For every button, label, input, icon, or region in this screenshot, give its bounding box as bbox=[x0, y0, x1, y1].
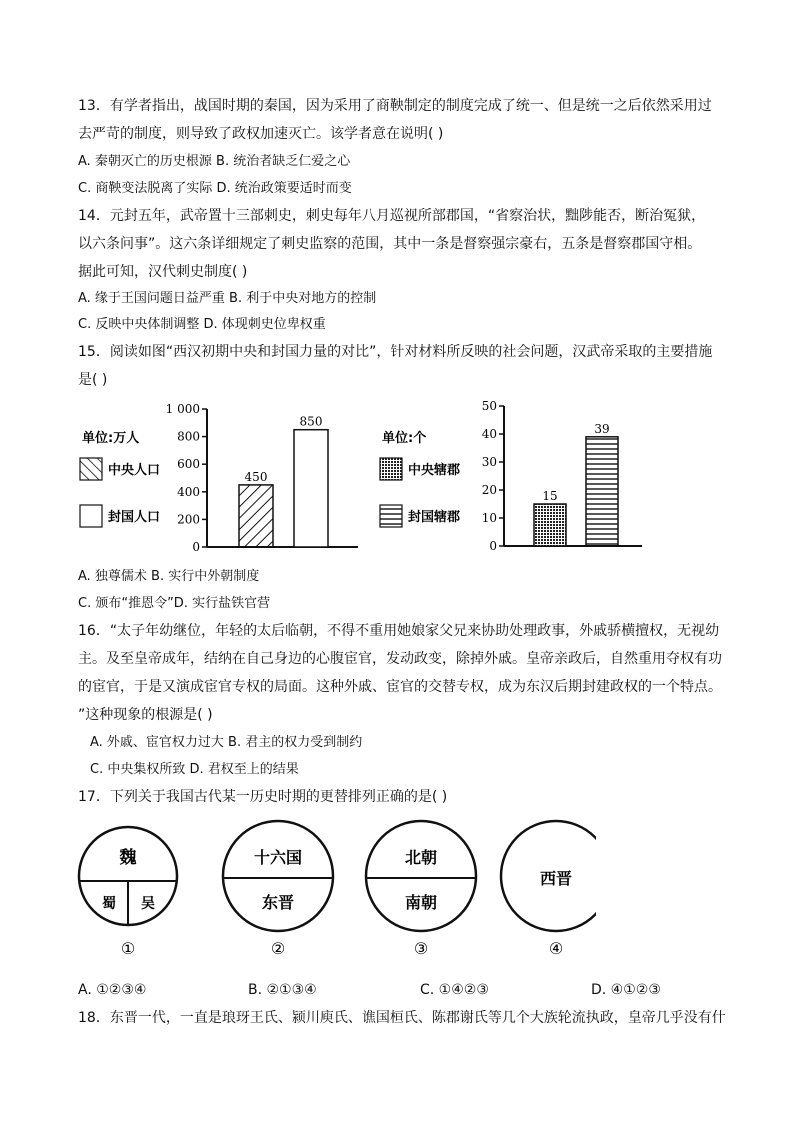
pop-y-tick-label: 200 bbox=[177, 512, 200, 527]
cmd-data-label: 39 bbox=[594, 421, 610, 436]
circle-2-num: ② bbox=[270, 939, 286, 958]
q16-stem-line2: 主。及至皇帝成年，结纳在自己身边的心腹宦官，发动政变，除掉外戚。皇帝亲政后，自然重用夺权有功 bbox=[78, 651, 722, 667]
pop-legend-central: 中央人口 bbox=[108, 463, 161, 478]
q17-option-a: A. ①②③④ bbox=[78, 982, 147, 998]
circle-1-left: 蜀 bbox=[102, 896, 116, 912]
pop-bars bbox=[239, 415, 328, 547]
cmd-y-tick-label: 20 bbox=[481, 483, 497, 497]
commandery-chart bbox=[376, 398, 666, 558]
q16-stem-line3: 的宦官，于是又演成宦官专权的局面。这种外戚、宦官的交替专权，成为东汉后期封建政权的一个特点。 bbox=[78, 679, 722, 695]
q18-stem-line1: 18．东晋一代，一直是琅玡王氏、颍川庾氏、谯国桓氏、陈郡谢氏等几个大族轮流执政，皇帝几乎没有什 bbox=[78, 1010, 726, 1026]
circle-4 bbox=[501, 821, 596, 958]
cmd-bar bbox=[586, 437, 618, 546]
circle-1-top: 魏 bbox=[119, 848, 137, 868]
pop-bar bbox=[239, 485, 273, 547]
pop-unit-label: 单位:万人 bbox=[82, 431, 140, 446]
circle-3-top: 北朝 bbox=[404, 848, 438, 867]
pop-legend-swatch-fief bbox=[80, 505, 102, 527]
pop-bar bbox=[294, 430, 328, 547]
q17-option-b: B. ②①③④ bbox=[248, 982, 317, 998]
q14-stem-line3: 据此可知，汉代刺史制度( ) bbox=[78, 264, 248, 280]
pop-data-label: 450 bbox=[244, 469, 268, 484]
pop-y-tick-label: 400 bbox=[177, 484, 200, 499]
dynasty-circles bbox=[76, 818, 596, 968]
circle-1-num: ① bbox=[120, 939, 136, 958]
q17-option-d: D. ④①②③ bbox=[591, 982, 661, 998]
cmd-legend-central: 中央辖郡 bbox=[408, 463, 461, 478]
cmd-legend-swatch-fief bbox=[380, 505, 402, 527]
q16-stem-line4: ”这种现象的根源是( ) bbox=[78, 707, 213, 723]
q14-stem-line2: 以六条问事”。这六条详细规定了刺史监察的范围，其中一条是督察强宗豪右，五条是督察郡国守相。 bbox=[78, 236, 702, 252]
cmd-data-label: 15 bbox=[542, 489, 558, 503]
cmd-y-tick-label: 30 bbox=[481, 455, 497, 469]
pop-legend-fief: 封国人口 bbox=[108, 510, 161, 525]
pop-y-tick-label: 800 bbox=[177, 429, 200, 444]
circle-1-right: 吴 bbox=[141, 896, 155, 912]
cmd-legend-swatch-central bbox=[380, 458, 402, 480]
q15-options-cd: C. 颁布“推恩令”D. 实行盐铁官营 bbox=[78, 596, 271, 611]
cmd-y-tick-label: 50 bbox=[481, 399, 497, 413]
circle-2 bbox=[223, 821, 333, 958]
circle-3 bbox=[366, 821, 476, 958]
cmd-unit-label: 单位:个 bbox=[382, 431, 427, 446]
circle-1 bbox=[79, 827, 177, 958]
circle-3-bottom: 南朝 bbox=[404, 893, 438, 912]
circle-3-num: ③ bbox=[413, 939, 429, 958]
circle-4-num: ④ bbox=[548, 939, 564, 958]
q14-stem-line1: 14．元封五年，武帝置十三部刺史，刺史每年八月巡视所部郡国，“省察治状，黜陟能否，断治冤狱， bbox=[78, 208, 706, 224]
q14-options-cd: C. 反映中央体制调整 D. 体现刺史位卑权重 bbox=[78, 317, 326, 332]
pop-y-tick-label: 0 bbox=[192, 540, 200, 554]
q16-options-cd: C. 中央集权所致 D. 君权至上的结果 bbox=[90, 762, 299, 777]
q17-stem: 17．下列关于我国古代某一历史时期的更替排列正确的是( ) bbox=[78, 789, 448, 805]
cmd-legend-fief: 封国辖郡 bbox=[408, 510, 461, 525]
q16-options-ab: A. 外戚、宦官权力过大 B. 君主的权力受到制约 bbox=[90, 735, 363, 750]
pop-y-tick-label: 1 000 bbox=[165, 402, 200, 416]
cmd-y-tick-label: 0 bbox=[489, 539, 497, 553]
pop-data-label: 850 bbox=[299, 414, 323, 429]
q13-stem-line1: 13．有学者指出，战国时期的秦国，因为采用了商鞅制定的制度完成了统一、但是统一之后依然采用过 bbox=[78, 98, 712, 114]
cmd-y-tick-label: 40 bbox=[481, 427, 497, 441]
pop-legend-swatch-central bbox=[80, 458, 102, 480]
q15-stem-line2: 是( ) bbox=[78, 372, 108, 388]
q13-options-cd: C. 商鞅变法脱离了实际 D. 统治政策要适时而变 bbox=[78, 181, 352, 196]
q16-stem-line1: 16．“太子年幼继位，年轻的太后临朝，不得不重用她娘家父兄来协助处理政事，外戚骄横擅权，无视幼 bbox=[78, 623, 720, 639]
population-chart bbox=[76, 398, 366, 558]
cmd-bars bbox=[534, 422, 618, 546]
q14-options-ab: A. 缘于王国问题日益严重 B. 利于中央对地方的控制 bbox=[78, 291, 377, 306]
circle-2-top: 十六国 bbox=[253, 848, 303, 867]
pop-y-tick-label: 600 bbox=[177, 457, 200, 472]
q17-option-c: C. ①④②③ bbox=[420, 982, 489, 998]
cmd-y-tick-label: 10 bbox=[481, 511, 497, 525]
q13-stem-line2: 去严苛的制度，则导致了政权加速灭亡。该学者意在说明( ) bbox=[78, 126, 444, 142]
circle-4-center: 西晋 bbox=[539, 869, 573, 888]
circle-2-bottom: 东晋 bbox=[261, 893, 295, 912]
q13-options-ab: A. 秦朝灭亡的历史根源 B. 统治者缺乏仁爱之心 bbox=[78, 154, 351, 169]
q15-stem-line1: 15．阅读如图“西汉初期中央和封国力量的对比”，针对材料所反映的社会问题，汉武帝采取的主要措施 bbox=[78, 344, 713, 360]
q15-options-ab: A. 独尊儒术 B. 实行中外朝制度 bbox=[78, 569, 260, 584]
cmd-bar bbox=[534, 504, 566, 546]
